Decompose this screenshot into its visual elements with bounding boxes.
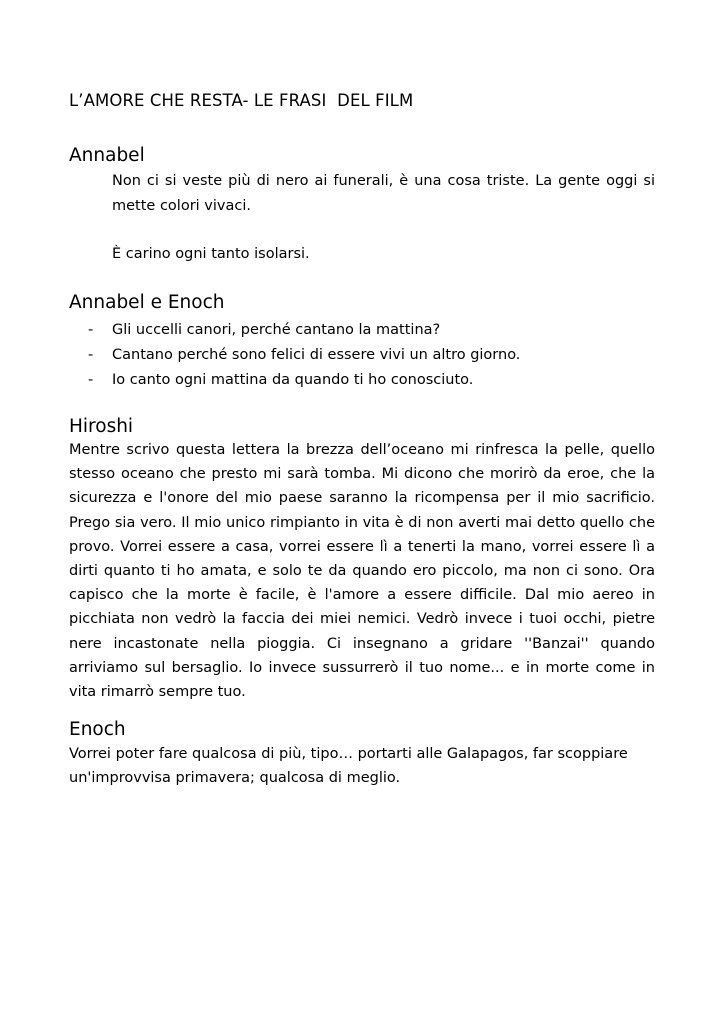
section-heading-hiroshi: Hiroshi [69, 416, 134, 437]
dialogue-line: - Io canto ogni mattina da quando ti ho conosciuto. [88, 368, 520, 393]
dialogue-list [88, 318, 520, 393]
section-heading-enoch: Enoch [69, 719, 126, 740]
dialogue-line: - Cantano perché sono felici di essere vivi un altro giorno. [88, 343, 520, 368]
annabel-quote-1: Non ci si veste più di nero ai funerali, è una cosa triste. La gente oggi si mette colori vivaci. [112, 173, 655, 214]
section-heading-annabel: Annabel [69, 145, 145, 166]
enoch-quote-text: Vorrei poter fare qualcosa di più, tipo… portarti alle Galapagos, far scoppiare un'improvvisa primavera; qualcosa di meglio. [69, 746, 628, 787]
section-heading-annabel-enoch: Annabel e Enoch [69, 292, 225, 313]
annabel-quote-2: È carino ogni tanto isolarsi. [112, 246, 310, 262]
document-title: L’AMORE CHE RESTA- LE FRASI DEL FILM [69, 91, 414, 110]
dialogue-line: - Gli uccelli canori, perché cantano la mattina? [88, 318, 520, 343]
hiroshi-letter-text: Mentre scrivo questa lettera la brezza dell’oceano mi rinfresca la pelle, quello stesso oceano che presto mi sarà tomba. Mi dicono che morirò da eroe, che la sicurezza e l'onore del mio paese saranno la ricompensa per il mio sacrificio. Prego sia vero. Il mio unico rimpianto in vita è di non averti mai detto quello che provo. Vorrei essere a casa, vorrei essere lì a tenerti la mano, vorrei essere lì a dirti quanto ti ho amata, e solo te da quando ero piccolo, ma non ci sono. Ora capisco che la morte è facile, è l'amore a essere difficile. Dal mio aereo in picchiata non vedrò la faccia dei miei nemici. Vedrò invece i tuoi occhi, pietre nere incastonate nella pioggia. Ci insegnano a gridare ''Banzai'' quando arriviamo sul bersaglio. Io invece sussurrerò il tuo nome... e in morte come in vita rimarrò sempre tuo. [69, 442, 655, 701]
